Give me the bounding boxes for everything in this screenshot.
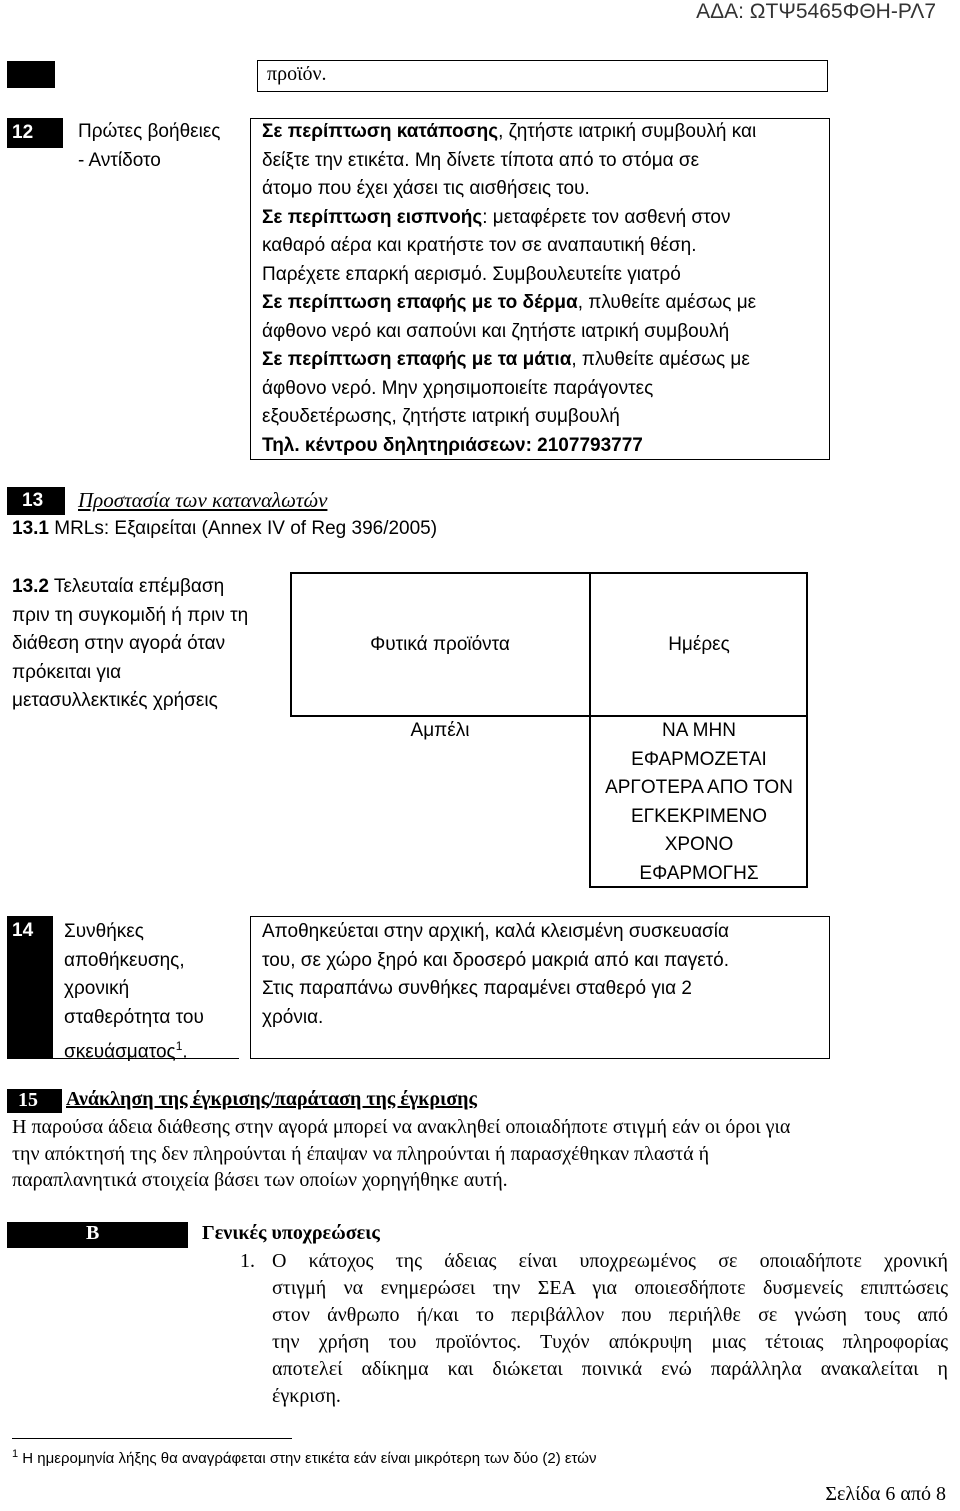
- table-header-days: Ημέρες: [668, 634, 730, 655]
- section-15-number: 15: [18, 1089, 38, 1111]
- section-12-label: Πρώτες βοήθειες - Αντίδοτο: [78, 121, 221, 171]
- phi-table: [290, 572, 808, 888]
- footnote-mark: 1: [12, 1448, 19, 1460]
- ada-code: ΑΔΑ: ΩΤΨ5465ΦΘΗ-ΡΛ7: [696, 0, 936, 23]
- section-b-title: Γενικές υποχρεώσεις: [202, 1222, 380, 1244]
- poison-center-phone: Τηλ. κέντρου δηλητηριάσεων: 2107793777: [262, 434, 643, 456]
- footnote: $^1$ Η ημερομηνία λήξης θα αναγράφεται στην ετικέτα εάν είναι μικρότερη των δύο (2) ετών: [12, 1448, 597, 1467]
- section-14-label: Συνθήκες αποθήκευσης, χρονική σταθερότητα του σκευάσματος$^1$.: [64, 921, 204, 1063]
- table-cell-crop: Αμπέλι: [410, 720, 470, 741]
- section-15-title: Ανάκληση της έγκρισης/παράταση της έγκρισης: [66, 1088, 477, 1110]
- section-14-number: 14: [12, 920, 34, 941]
- table-border-top: [290, 572, 808, 574]
- section-b-letter: Β: [86, 1222, 100, 1244]
- section-15-text: Η παρούσα άδεια διάθεσης στην αγορά μπορεί να ανακληθεί οποιαδήποτε στιγμή εάν οι όροι για την απόκτησή της δεν πληρούνται ή έπαψαν να πληρούνται ή παρασχέθηκαν πλαστά ή παραπλανητικά στοιχεία βάσει των οποίων χορηγήθηκε αυτή.: [12, 1116, 791, 1191]
- section-13-1: 13.1 MRLs: Εξαιρείται (Annex IV of Reg 396/2005): [12, 518, 438, 539]
- table-header-products: Φυτικά προϊόντα: [370, 634, 510, 655]
- section-13-title: Προστασία των καταναλωτών: [78, 488, 328, 512]
- footnote-separator: [12, 1438, 292, 1439]
- section-12-number: 12: [12, 122, 34, 143]
- footnote-reference: 1: [175, 1039, 183, 1053]
- section-b-item-number: 1.: [240, 1250, 255, 1272]
- section-13-2-label: 13.2 Τελευταία επέμβαση πριν τη συγκομιδή ή πριν τη διάθεση στην αγορά όταν πρόκειται για μετασυλλεκτικές χρήσεις: [12, 576, 249, 711]
- section-13-number: 13: [22, 490, 44, 511]
- section-b-item-text: Ο κάτοχος της άδειας είναι υποχρεωμένος σε οποιαδήποτε χρονική στιγμή να ενημερώσει την ΣΕΑ για οποιεσδήποτε δυσμενείς επιπτώσεις στον άνθρωπο ή/και το περιβάλλον που περιήλθε σε γνώση τους από την χρήση του προϊόντος. Τυχόν απόκρυψη μιας τέτοιας πληροφορίας αποτελεί αδίκημα και διώκεται ποινικά ενώ παράλληλα ανακαλείται η έγκριση.: [272, 1250, 948, 1407]
- table-cell-days-value: ΝΑ ΜΗΝ ΕΦΑΡΜΟΖΕΤΑΙ ΑΡΓΟΤΕΡΑ ΑΠΟ ΤΟΝ ΕΓΚΕΚΡΙΜΕΝΟ ΧΡΟΝΟ ΕΦΑΡΜΟΓΗΣ: [605, 720, 793, 884]
- prev-row-text: προϊόν.: [267, 63, 327, 85]
- storage-text: Αποθηκεύεται στην αρχική, καλά κλεισμένη συσκευασία του, σε χώρο ξηρό και δροσερό μακριά από και παγετό. Στις παραπάνω συνθήκες παραμένει σταθερό για 2 χρόνια.: [262, 921, 730, 1028]
- first-aid-text: Σε περίπτωση κατάποσης, ζητήστε ιατρική συμβουλή και δείξτε την ετικέτα. Μη δίνετε τίποτα από το στόμα σε άτομο που έχει χάσει τις αισθήσεις του. Σε περίπτωση εισπνοής: μεταφέρετε τον ασθενή στον καθαρό αέρα και κρατήστε τον σε αναπαυτική θέση. Παρέχετε επαρκή αερισμό. Συμβουλευτείτε γιατρό Σε περίπτωση επαφής με το δέρμα, πλυθείτε αμέσως με άφθονο νερό και σαπούνι και ζητήστε ιατρική συμβουλή Σε περίπτωση επαφής με τα μάτια, πλυθείτε αμέσως με άφθονο νερό. Μην χρησιμοποιείτε παράγοντες εξουδετέρωσης, ζητήστε ιατρική συμβουλή Τηλ. κέντρου δηλητηριάσεων: 2107793777: [262, 118, 822, 460]
- prev-row-number-cell: [7, 61, 55, 88]
- page-number: Σελίδα 6 από 8: [825, 1483, 946, 1505]
- prev-row-cell: [257, 60, 828, 92]
